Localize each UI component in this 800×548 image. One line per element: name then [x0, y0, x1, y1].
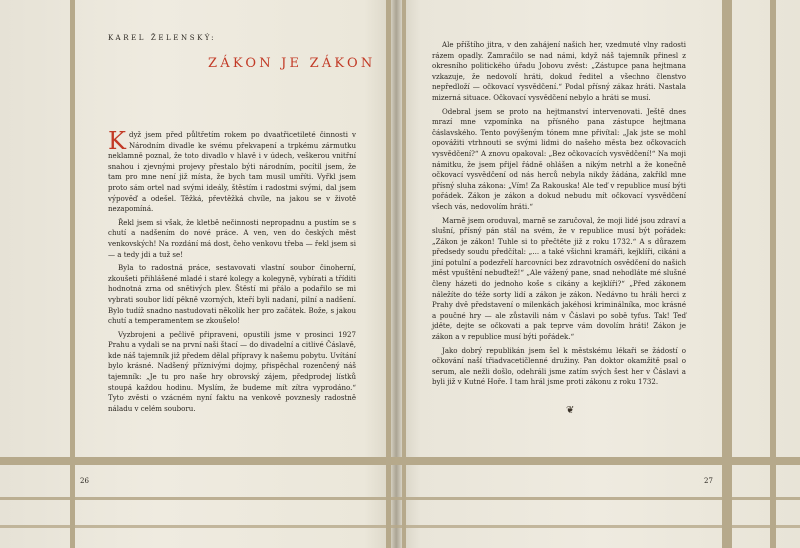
frame-band: [402, 0, 406, 548]
paragraph: Marně jsem oroduval, marně se zaručoval, že moji lidé jsou zdraví a slušní, přísný pán stál na svém, že v republice musí být pořádek: „Zákon je zákon! Tuhle si to přečtěte již z roku 1732.“ A s důrazem předsedy soudu předčítal: „... a také všichni kramáři, kejklíři, cikáni a jiní potulní a podezřelí harcovníci bez zdravotních osvědčení do našich měst vpuštění nebuďtež!“ „Ale vážený pane, snad nehodláte mé slušné členy házeti do jednoho koše s cikány a kejklíři?“ „Před zákonem náležíte do téže sorty lidí a zákon je zákon. Nedávno tu hráli herci z Prahy dvě představení o milenkách jakéhosi kriminálníka, moc krásné a poučné hry — ale zůstavili nám v Čáslavi po sobě tyfus. Tak! Teď jděte, dejte se očkovati a pak teprve vám dovolím hráti! Zákon je zákon a v republice musí býti pořádek.“: [432, 215, 686, 342]
frame-band: [0, 497, 800, 500]
paragraph: Jako dobrý republikán jsem šel k městskému lékaři se žádostí o očkování naší třiadvacetičlenné družiny. Pan doktor okamžitě psal o serum, ale nežli došlo, odehráli jsme zatím svých šest her v Čáslavi a byli již v Kutné Hoře. I tam hrál jsme proti zákonu z roku 1732.: [432, 345, 686, 387]
left-body-text: [108, 127, 356, 414]
frame-band: [0, 457, 800, 465]
paragraph: Vyzbrojeni a pečlivě připraveni, opustili jsme v prosinci 1927 Prahu a vydali se na první naši štací — do divadelní a citlivé Čáslavě, kde náš tajemník již předem dělal přípravy k našemu pobytu. Uvítání bylo krásné. Nadšený příznivými dojmy, přispěchal rozenčený náš tajemník: „Je tu pro naše hry obrovský zájem, předprodej lístků stoupá každou hodinu. Myslím, že budeme mít zítra vyprodáno.“ Tyto zvěsti o vzácném nyní faktu na venkově povznesly radostně náladu v celém souboru.: [108, 329, 356, 413]
fleuron-icon: ❦: [566, 405, 575, 416]
book-gutter: [390, 0, 402, 548]
frame-band: [722, 0, 732, 548]
frame-band: [770, 0, 776, 548]
frame-band: [386, 0, 391, 548]
frame-band: [70, 0, 75, 548]
paragraph: Když jsem před půltřetím rokem po dvaatřicetileté činnosti v Národním divadle ke svému překvapení a trpkému zármutku neklamně poznal, že toto divadlo v hlavě i v údech, veškerou vnitřní snahou i zjevnými projevy přestalo býti národním, pocítil jsem, že tam pro mne není již místa, že bych tam musil umříti. Vyřkl jsem proto sám ortel nad svými ideály, štěstím i radostmi svými, dal jsem výpověď a odešel. Těžká, převtěžká chvíle, na jakou se v životě nezapomíná.: [108, 127, 356, 214]
paragraph: Byla to radostná práce, sestavovati vlastní soubor činoherní, zkoušeti přihlášené mladé i staré kolegy a kolegyně, vybírati a tříditi hodnotná zrna od snětivých plev. Štěstí mi přálo a podařilo se mi vybrati soubor lidí pěkně vzorných, kteří byli nadaní, pilní a nadšení. Bylo tudíž snadno nastudovati několik her pro začátek. Bože, s jakou chutí a temperamentem se zkoušelo!: [108, 263, 356, 326]
right-body-text: [432, 40, 686, 388]
paragraph: Ale příštího jitra, v den zahájení našich her, vzedmuté vlny radosti rázem opadly. Zamračilo se nad námi, když náš tajemník přinesl z okresního politického úřadu Jobovu zvěst: „Zástupce pana hejtmana vzkazuje, že nedovolí hráti, dokud ředitel a všechno členstvo nepředloží — očkovací vysvědčení.“ Podal přísný zákaz hráti. Nastala mizerná situace. Očkovací vysvědčení nebylo a hráti se musí.: [432, 40, 686, 102]
drop-cap: K: [108, 127, 126, 155]
paragraph: Řekl jsem si však, že kletbě nečinnosti nepropadnu a pustím se s chutí a nadšením do nové práce. A ven, ven do českých měst venkovských! Na rozdání má dost, čeho venkovu třeba — řekl jsem si — a tedy jdi a tuž se!: [108, 217, 356, 259]
page-number-left: 26: [80, 477, 89, 485]
page-number-right: 27: [704, 477, 713, 485]
chapter-title: ZÁKON JE ZÁKON: [208, 56, 376, 71]
paragraph: Odebral jsem se proto na hejtmanství intervenovati. Ještě dnes mrazí mne vzpomínka na přísného pana zástupce hejtmana čáslavského. Tento povýšeným tónem mne přivítal: „Jak jste se mohl opovážiti vtrhnouti se svými lidmi do našeho města bez očkovacích vysvědčení?“ A znovu opakoval: „Bez očkovacích vysvědčení!“ Na moji námitku, že jsem přijel řádně ohlášen a nikým netrhl a že konečně očkovací vysvědčení od nás herců nebyla nikdy žádána, zakřikl mne přísný sluha zákona: „Vím! Za Rakouska! Ale teď v republice musí býti pořádek. Zákon je zákon a dokud nebudu mít očkovací vysvědčení všech vás, nedovolím hráti.“: [432, 106, 686, 211]
author-name: KAREL ŽELENSKÝ:: [108, 34, 217, 42]
frame-band: [0, 525, 800, 528]
